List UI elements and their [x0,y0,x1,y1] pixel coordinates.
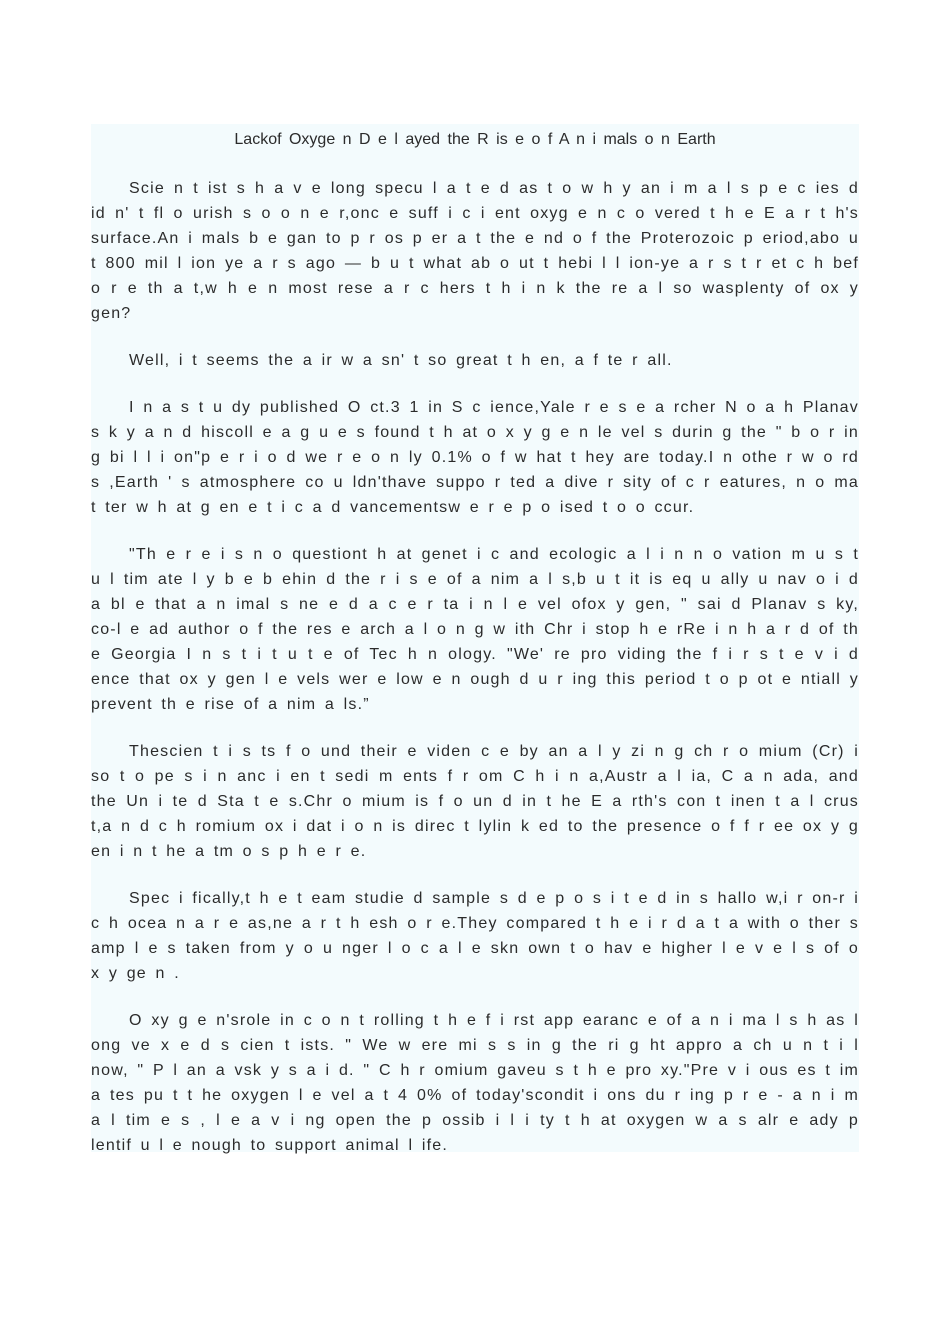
paragraph-1: Scie n t ist s h a v e long specu l a t e d as t o w h y an i m a l s p e c ies d id n' t fl o urish s o o n e r,onc e suff i c i ent oxyg e n c o vered t h e E a r t h's surface.An i mals b e gan to p r os p er a t the e nd o f the Proterozoic p eriod,abo u t 800 mil l ion ye a r s ago — b u t what ab o ut t hebi l l ion-ye a r s t r et c h bef o r e th a t,w h e n most rese a r c hers t h i n k the re a l so wasplenty of ox y gen? [91,180,859,322]
paragraph-5: Thescien t i s ts f o und their e viden c e by an a l y zi n g ch r o mium (Cr) i so t o pe s i n anc i en t sedi m ents f r om C h i n a,Austr a l ia, C a n ada, and the Un i te d Sta t e s.Chr o mium is f o un d in t he E a rth's con t inen t a l crus t,a n d c h romium ox i dat i o n is direc t lylin k ed to the presence o f f r ee ox y g en i n t he a tm o s p h e r e. [91,743,859,860]
paragraph-4: "Th e r e i s n o questiont h at genet i c and ecologic a l i n n o vation m u s t u l tim ate l y b e b ehin d the r i s e of a nim a l s,b u t it is eq u ally u nav o i d a bl e that a n imal s ne e d a c e r ta i n l e vel ofox y gen, " sai d Planav s ky, co-l e ad author o f the res e arch a l o n g w ith Chr i stop h e rRe i n h a r d of th e Georgia I n s t i t u t e of Tec h n ology. "We' re pro viding the f i r s t e v i d ence that ox y gen l e vels wer e low e n ough d u r ing this period t o p ot e ntiall y prevent th e rise of a nim a ls.” [91,546,859,713]
paragraph-3: I n a s t u dy published O ct.3 1 in S c ience,Yale r e s e a rcher N o a h Planav s k y a n d hiscoll e a g u e s found t h at o x y g e n le vel s durin g the " b o r in g bi l l i on"p e r i o d we r e o n ly 0.1% o f w hat t hey are today.I n othe r w o rd s ,Earth ' s atmosphere co u ldn'thave suppo r ted a dive r sity of c r eatures, n o ma t ter w h at g en e t i c a d vancementsw e r e p o ised t o o ccur. [91,399,859,516]
paragraph-7: O xy g e n'srole in c o n t rolling t h e f i rst app earanc e of a n i ma l s h as l ong ve x e d s cien t ists. " We w ere mi s s in g the ri g ht appro a ch u n t i l now, " P l an a vsk y s a i d. " C h r omium gaveu s t h e pro xy."Pre v i ous es t im a tes pu t t he oxygen l e vel a t 4 0% of today'scondit i ons du r ing p r e - a n i m a l tim e s , l e a v i ng open the p ossib i l i ty t h at oxygen w a s alr e ady p lentif u l e nough to support animal l ife. [91,1012,859,1154]
article-title: Lackof Oxyge n D e l ayed the R is e o f A n i mals o n Earth [234,131,716,148]
document-page [91,124,859,1152]
paragraph-2: Well, i t seems the a ir w a sn' t so great t h en, a f te r all. [129,352,673,369]
paragraph-6: Spec i fically,t h e t eam studie d sample s d e p o s i t e d in s hallo w,i r on-r i c h ocea n a r e as,ne a r t h esh o r e.They compared t h e i r d a t a with o ther s amp l e s taken from y o u nger l o c a l e skn own t o hav e higher l e v e l s of o x y ge n . [91,890,859,982]
